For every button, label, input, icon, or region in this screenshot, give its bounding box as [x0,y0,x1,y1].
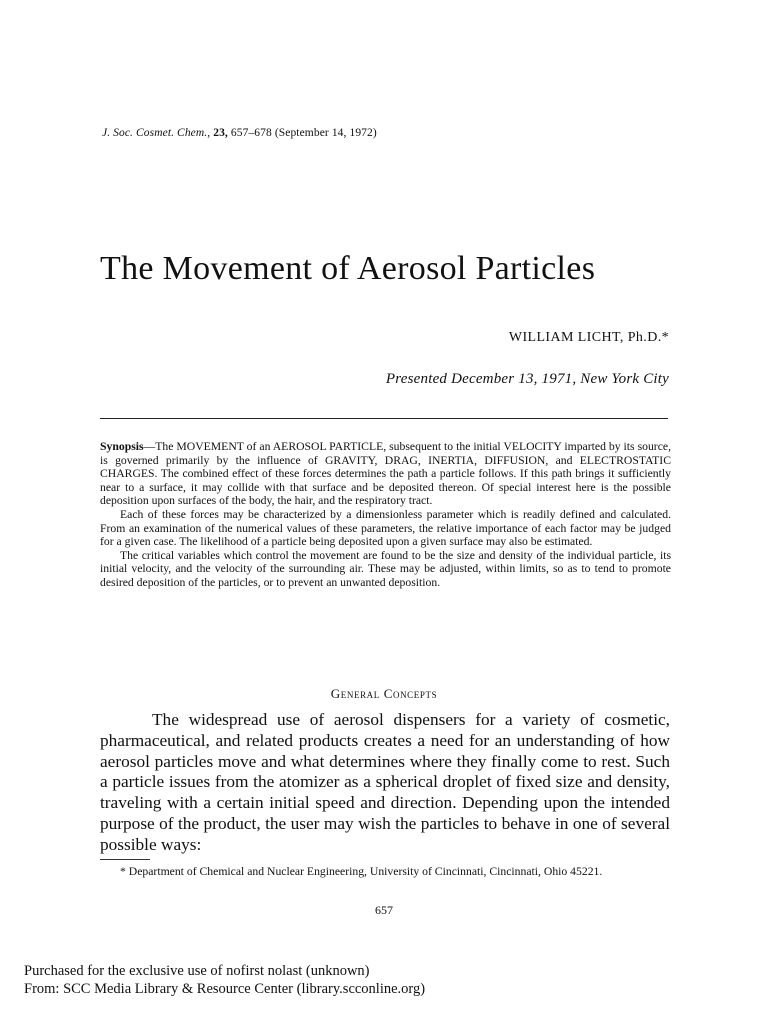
synopsis-paragraph-2: Each of these forces may be characterized by a dimensionless parameter which is readily defined and calculated. From an examination of the numerical values of these parameters, the relative importance of each factor may be judged for a given case. The likelihood of a particle being deposited upon a given surface may also be estimated. [100,507,671,549]
presented-line: Presented December 13, 1971, New York City [385,371,669,387]
citation-pages-date: 657–678 (September 14, 1972) [230,127,377,139]
journal-citation [102,127,377,139]
footnote-divider [100,859,150,860]
synopsis-text-1: —The MOVEMENT of an AEROSOL PARTICLE, subsequent to the initial VELOCITY imparted by its source, is governed primarily by the influence of GRAVITY, DRAG, INERTIA, DIFFUSION, and ELECTROSTATIC CHARGES. The combined effect of these forces determines the path a particle follows. If this path brings it sufficiently near to a surface, it may collide with that surface and be deposited thereon. Of special interest here is the possible deposition upon surfaces of the body, the hair, and the respiratory tract. [100,440,671,508]
purchase-stamp [24,962,425,998]
footnote-text: * Department of Chemical and Nuclear Engineering, University of Cincinnati, Cincinnati, Ohio 45221. [120,865,603,878]
article-title: The Movement of Aerosol Particles [100,250,596,287]
page-number: 657 [375,903,393,917]
citation-volume: 23, [213,127,228,139]
synopsis-paragraph-3: The critical variables which control the movement are found to be the size and density of the individual particle, its initial velocity, and the velocity of the surrounding air. These may be adjusted, within limits, so as to tend to promote desired deposition of the particles, or to prevent an unwanted deposition. [100,548,671,589]
footnote [100,864,672,879]
citation-journal: J. Soc. Cosmet. Chem., [102,127,211,139]
body-text [100,710,670,856]
synopsis-label: Synopsis [100,440,144,453]
section-heading: General Concepts [330,686,438,701]
body-paragraph: The widespread use of aerosol dispensers for a variety of cosmetic, pharmaceutical, and related products creates a need for an understanding of how aerosol particles move and what determines where they finally come to rest. Such a particle issues from the atomizer as a spherical droplet of fixed size and density, traveling with a certain initial speed and direction. Depending upon the intended purpose of the product, the user may wish the particles to behave in one of several possible ways: [100,710,670,854]
synopsis-paragraph-1 [100,440,671,508]
author-name: WILLIAM LICHT, Ph.D.* [508,330,669,345]
stamp-line-1: Purchased for the exclusive use of nofirst nolast (unknown) [24,963,370,979]
stamp-line-2: From: SCC Media Library & Resource Center (library.scconline.org) [24,981,426,997]
header-divider [100,418,668,419]
synopsis-block [100,440,671,590]
